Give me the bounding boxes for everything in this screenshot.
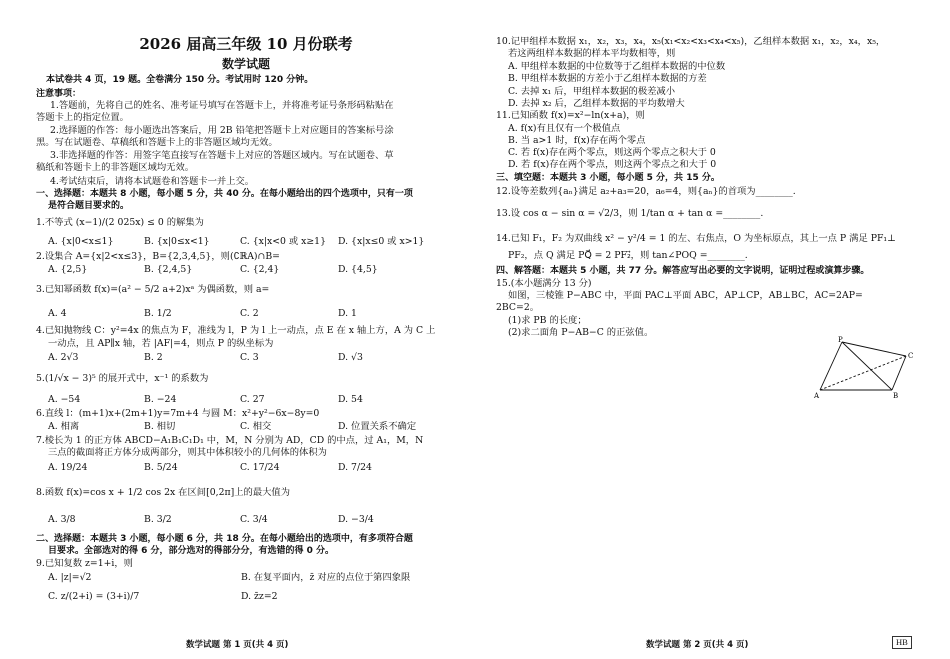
q2-option-a: A. {2,5} — [48, 264, 88, 275]
question-7-stem: 7.棱长为 1 的正方体 ABCD−A₁B₁C₁D₁ 中，M，N 分别为 AD，CD 的中点，过 A₁，M，N — [36, 435, 424, 446]
question-4-stem: 4.已知抛物线 C：y²=4x 的焦点为 F，准线为 l，P 为 l 上一动点，点 E 在 x 轴上方，A 为 C 上 — [36, 325, 436, 336]
q8-option-d: D. −3/4 — [338, 514, 374, 525]
q11-option-d: D. 若 f(x)存在两个零点，则这两个零点之和大于 0 — [508, 159, 717, 170]
q4-option-a: A. 2√3 — [48, 352, 79, 363]
q6-option-b: B. 相切 — [144, 421, 176, 432]
q4-option-d: D. √3 — [338, 352, 363, 363]
q8-option-a: A. 3/8 — [48, 514, 76, 525]
q2-option-d: D. {4,5} — [338, 264, 378, 275]
q7-option-a: A. 19/24 — [48, 462, 88, 473]
q9-option-a: A. |z|=√2 — [48, 572, 92, 583]
q7-option-c: C. 17/24 — [240, 462, 280, 473]
notice-line: 黑。写在试题卷、草稿纸和答题卡上的非答题区域均无效。 — [36, 137, 278, 148]
q6-option-d: D. 位置关系不确定 — [338, 421, 417, 432]
right-page — [496, 0, 916, 659]
q11-option-a: A. f(x)有且仅有一个极值点 — [508, 123, 621, 134]
question-3-stem: 3.已知幂函数 f(x)=(a² − 5/2 a+2)xᵃ 为偶函数，则 a= — [36, 284, 270, 295]
figure-label-p: P — [838, 336, 843, 344]
section-four-heading: 四、解答题：本题共 5 小题，共 77 分。解答应写出必要的文字说明，证明过程或演算步骤。 — [496, 266, 870, 276]
exam-intro: 本试卷共 4 页，19 题。全卷满分 150 分。考试用时 120 分钟。 — [46, 75, 314, 85]
q8-option-b: B. 3/2 — [144, 514, 172, 525]
notice-line: 2.选择题的作答：每小题选出答案后，用 2B 铅笔把答题卡上对应题目的答案标号涂 — [50, 125, 394, 136]
figure-label-a: A — [814, 392, 820, 400]
notice-line: 4.考试结束后，请将本试题卷和答题卡一并上交。 — [50, 176, 255, 187]
q11-option-c: C. 若 f(x)存在两个零点，则这两个零点之积大于 0 — [508, 147, 716, 158]
q4-option-b: B. 2 — [144, 352, 163, 363]
q1-option-c: C. {x|x<0 或 x≥1} — [240, 236, 327, 247]
q1-option-a: A. {x|0<x≤1} — [48, 236, 114, 247]
q3-option-c: C. 2 — [240, 308, 259, 319]
question-4-stem-cont: 一动点，且 AP∥x 轴，若 |AF|=4，则点 P 的纵坐标为 — [48, 338, 274, 349]
q4-option-c: C. 3 — [240, 352, 259, 363]
q8-option-c: C. 3/4 — [240, 514, 268, 525]
q11-option-b: B. 当 a>1 时，f(x)存在两个零点 — [508, 135, 646, 146]
question-1-stem: 1.不等式 (x−1)/(2 025x) ≤ 0 的解集为 — [36, 217, 204, 228]
q7-option-d: D. 7/24 — [338, 462, 372, 473]
notice-line: 答题卡上的指定位置。 — [36, 112, 129, 123]
question-14: 14.已知 F₁，F₂ 为双曲线 x² − y²/4 = 1 的左、右焦点，O 为坐标原点，其上一点 P 满足 PF₁⊥ — [496, 233, 896, 244]
q7-option-b: B. 5/24 — [144, 462, 178, 473]
question-15-part-1: (1)求 PB 的长度； — [508, 315, 587, 326]
q1-option-b: B. {x|0≤x<1} — [144, 236, 210, 247]
q2-option-c: C. {2,4} — [240, 264, 280, 275]
question-10-stem-cont: 若这两组样本数据的样本平均数相等，则 — [508, 48, 676, 59]
question-12: 12.设等差数列{aₙ}满足 a₂+a₃=20，a₆=4，则{aₙ}的首项为________. — [496, 186, 796, 197]
q9-option-b: B. 在复平面内，z̄ 对应的点位于第四象限 — [241, 572, 411, 583]
q6-option-c: C. 相交 — [240, 421, 272, 432]
question-15-part-2: (2)求二面角 P−AB−C 的正弦值。 — [508, 327, 654, 338]
question-15-stem: 如图，三棱锥 P−ABC 中，平面 PAC⊥平面 ABC，AP⊥CP，AB⊥BC，AC=2AP= — [508, 290, 863, 301]
section-three-heading: 三、填空题：本题共 3 小题，每小题 5 分，共 15 分。 — [496, 173, 720, 183]
q5-option-d: D. 54 — [338, 394, 363, 405]
exam-title: 2026 届高三年级 10 月份联考 — [139, 35, 353, 53]
q1-option-d: D. {x|x≤0 或 x>1} — [338, 236, 425, 247]
q10-option-a: A. 甲组样本数据的中位数等于乙组样本数据的中位数 — [508, 61, 726, 72]
question-2-stem: 2.设集合 A={x|2<x≤3}，B={2,3,4,5}，则(∁ℝA)∩B= — [36, 251, 280, 262]
notice-heading: 注意事项： — [36, 89, 82, 99]
question-9-stem: 9.已知复数 z=1+i，则 — [36, 558, 133, 569]
q2-option-b: B. {2,4,5} — [144, 264, 193, 275]
question-7-stem-cont: 三点的截面将正方体分成两部分，则其中体积较小的几何体的体积为 — [48, 447, 327, 458]
q3-option-b: B. 1/2 — [144, 308, 172, 319]
q5-option-b: B. −24 — [144, 394, 177, 405]
figure-label-c: C — [908, 352, 914, 360]
section-one-heading: 一、选择题：本题共 8 小题，每小题 5 分，共 40 分。在每小题给出的四个选项中，只有一项 — [36, 189, 413, 199]
q5-option-a: A. −54 — [48, 394, 81, 405]
q9-option-c: C. z/(2+i) = (3+i)/7 — [48, 591, 140, 602]
hb-badge: HB — [892, 636, 912, 649]
q5-option-c: C. 27 — [240, 394, 265, 405]
figure-label-b: B — [893, 392, 899, 400]
notice-line: 3.非选择题的作答：用签字笔直接写在答题卡上对应的答题区域内。写在试题卷、草 — [50, 150, 394, 161]
question-11-stem: 11.已知函数 f(x)=x²−ln(x+a)，则 — [496, 110, 645, 121]
q10-option-b: B. 甲组样本数据的方差小于乙组样本数据的方差 — [508, 73, 707, 84]
q10-option-c: C. 去掉 x₁ 后，甲组样本数据的极差减小 — [508, 86, 676, 97]
page-footer: 数学试题 第 2 页(共 4 页) — [646, 640, 749, 650]
q3-option-d: D. 1 — [338, 308, 357, 319]
section-two-heading-cont: 目要求。全部选对的得 6 分，部分选对的得部分分，有选错的得 0 分。 — [48, 546, 335, 556]
q10-option-d: D. 去掉 x₂ 后，乙组样本数据的平均数增大 — [508, 98, 685, 109]
q6-option-a: A. 相离 — [48, 421, 80, 432]
question-8-stem: 8.函数 f(x)=cos x + 1/2 cos 2x 在区间[0,2π]上的最大值为 — [36, 487, 291, 498]
section-two-heading: 二、选择题：本题共 3 小题，每小题 6 分，共 18 分。在每小题给出的选项中，有多项符合题 — [36, 534, 413, 544]
pyramid-figure — [812, 336, 916, 400]
left-page — [36, 0, 456, 659]
question-15-stem-cont: 2BC=2。 — [496, 302, 540, 313]
section-one-heading-cont: 是符合题目要求的。 — [48, 201, 130, 211]
notice-line: 稿纸和答题卡上的非答题区域均无效。 — [36, 162, 195, 173]
q3-option-a: A. 4 — [48, 308, 67, 319]
question-14-cont: PF₂，点 Q 满足 PQ⃗ = 2 PF₂⃗，则 tan∠POQ =________. — [508, 250, 748, 261]
page-footer: 数学试题 第 1 页(共 4 页) — [186, 640, 289, 650]
question-6-stem: 6.直线 l：(m+1)x+(2m+1)y=7m+4 与圆 M：x²+y²−6x−8y=0 — [36, 408, 320, 419]
question-15-heading: 15.(本小题满分 13 分) — [496, 278, 592, 289]
question-5-stem: 5.(1/√x − 3)⁵ 的展开式中，x⁻¹ 的系数为 — [36, 373, 209, 384]
q9-option-d: D. z̄z=2 — [241, 591, 278, 602]
exam-subtitle: 数学试题 — [221, 57, 270, 71]
notice-line: 1.答题前，先将自己的姓名、准考证号填写在答题卡上，并将准考证号条形码粘贴在 — [50, 100, 394, 111]
question-13: 13.设 cos α − sin α = √2/3，则 1/tan α + tan α =________. — [496, 208, 764, 219]
question-10-stem: 10.记甲组样本数据 x₁，x₂，x₃，x₄，x₅(x₁<x₂<x₃<x₄<x₅)，乙组样本数据 x₁，x₂，x₄，x₅， — [496, 36, 886, 47]
